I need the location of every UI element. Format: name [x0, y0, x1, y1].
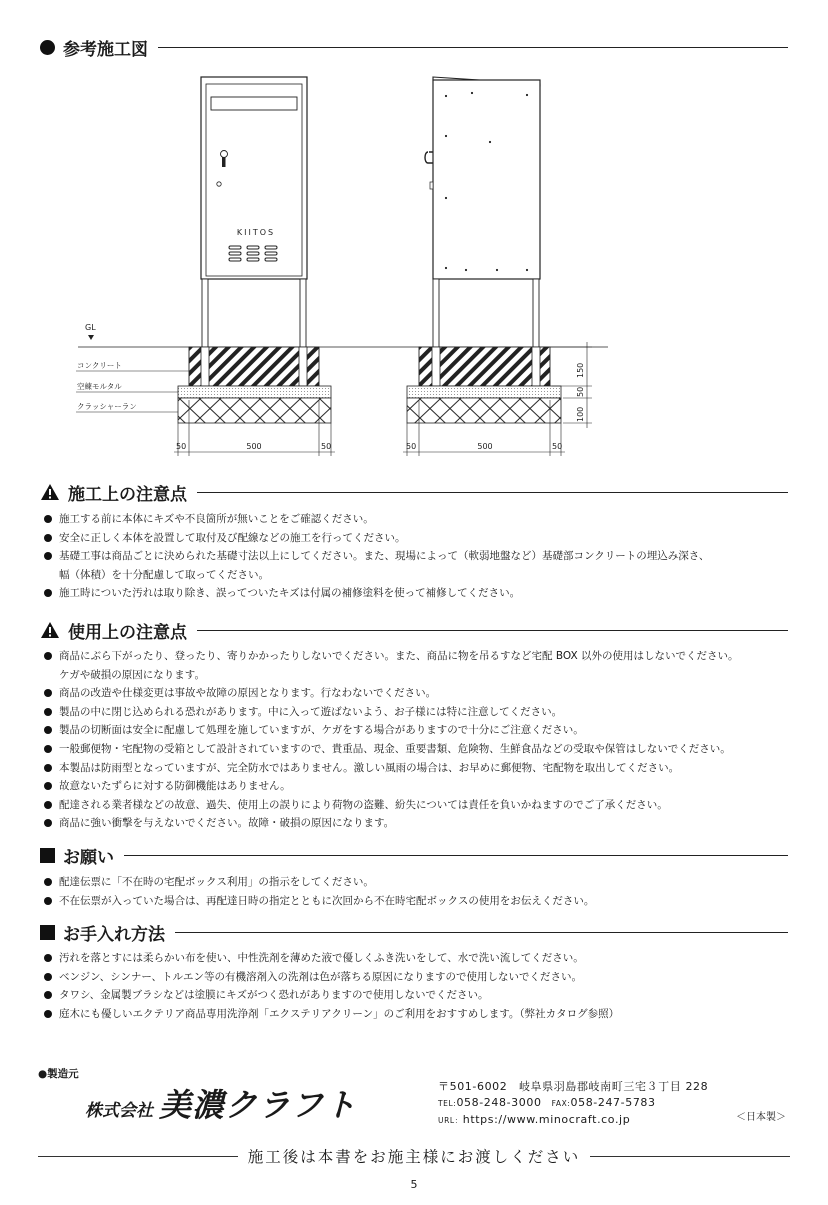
- layer-label-crusher: クラッシャーラン: [77, 402, 137, 411]
- company-logo: [85, 1080, 357, 1126]
- layer-label-mortar: 空練モルタル: [77, 382, 122, 391]
- section-title: 施工上の注意点: [68, 484, 187, 505]
- care-list: [43, 949, 788, 1023]
- contact-info: [438, 1079, 708, 1129]
- tel-number: 058-248-3000: [456, 1096, 542, 1109]
- section-header-construction: [40, 480, 788, 504]
- square-bullet-icon: [40, 925, 55, 940]
- dim-height-mortar: 50: [576, 386, 585, 397]
- list-item: ベンジン、シンナー、トルエン等の有機溶剤入の洗剤は色が落ちる原因になりますので使用しないでください。: [43, 968, 788, 987]
- header-rule: [197, 492, 788, 493]
- usage-caution-list: [43, 647, 788, 833]
- maker-label: ●製造元: [38, 1068, 79, 1080]
- company-prefix: 株式会社: [85, 1101, 153, 1121]
- list-item: 配達伝票に「不在時の宅配ボックス利用」の指示をしてください。: [43, 873, 788, 892]
- gl-arrow-icon: [88, 335, 94, 340]
- list-item: 安全に正しく本体を設置して取付及び配線などの施工を行ってください。: [43, 529, 788, 548]
- dim-front-right: 50: [321, 442, 332, 451]
- gl-label: GL: [85, 323, 96, 332]
- list-item: 基礎工事は商品ごとに決められた基礎寸法以上にしてください。また、現場によって（軟弱地盤など）基礎部コンクリートの埋込み深さ、 幅（体積）を十分配慮して取ってください。: [43, 547, 788, 584]
- footer-rule-right: [590, 1156, 790, 1157]
- section-header-usage: [40, 618, 788, 642]
- postal-address: 〒501-6002 岐阜県羽島郡岐南町三宅３丁目 228: [438, 1080, 709, 1093]
- tel-label: TEL:: [438, 1099, 457, 1108]
- brand-label: KIITOS: [236, 228, 276, 237]
- handle-icon: [222, 157, 226, 167]
- installation-diagram: [0, 60, 828, 460]
- section-header-care: [40, 920, 788, 944]
- warning-icon: [40, 621, 60, 639]
- list-item: 商品にぶら下がったり、登ったり、寄りかかったりしないでください。また、商品に物を吊るすなど宅配 BOX 以外の使用はしないでください。 ケガや破損の原因になります。: [43, 647, 788, 684]
- list-item: 配達される業者様などの故意、過失、使用上の誤りにより荷物の盗難、紛失については責任を負いかねますのでご了承ください。: [43, 796, 788, 815]
- warning-icon: [40, 483, 60, 501]
- header-rule: [197, 630, 788, 631]
- dim-front-left: 50: [176, 442, 187, 451]
- list-item: 一般郵便物・宅配物の受箱として設計されていますので、貴重品、現金、重要書類、危険物、生鮮食品などの受取や保管はしないでください。: [43, 740, 788, 759]
- mortar-layer: [178, 386, 331, 398]
- side-crusher-run-layer: [407, 398, 561, 423]
- dim-side-left: 50: [406, 442, 417, 451]
- dim-height-crusher: 100: [576, 406, 585, 422]
- request-list: [43, 873, 788, 910]
- construction-caution-list: [43, 510, 788, 603]
- section-title: お手入れ方法: [63, 924, 165, 945]
- key-lock-icon: [221, 151, 228, 158]
- list-item: 不在伝票が入っていた場合は、再配達日時の指定とともに次回から不在時宅配ボックスの使用をお伝えください。: [43, 892, 788, 911]
- website-link[interactable]: https://www.minocraft.co.jp: [462, 1113, 631, 1126]
- circle-bullet-icon: [40, 40, 55, 55]
- fax-number: 058-247-5783: [570, 1096, 656, 1109]
- crusher-run-layer: [178, 398, 331, 423]
- header-rule: [124, 855, 788, 856]
- list-item: 故意ないたずらに対する防御機能はありません。: [43, 777, 788, 796]
- section-title: 使用上の注意点: [68, 622, 187, 643]
- layer-labels: [76, 361, 190, 412]
- url-row: [438, 1112, 708, 1129]
- dim-side-center: 500: [477, 442, 493, 451]
- header-rule: [158, 47, 788, 48]
- origin-label: ＜日本製＞: [736, 1112, 786, 1123]
- section-title: お願い: [63, 847, 114, 868]
- fax-label: FAX:: [551, 1099, 571, 1108]
- company-name: 美濃クラフト: [159, 1086, 358, 1124]
- mail-slot: [211, 97, 297, 110]
- footer-message-row: [38, 1145, 790, 1167]
- front-door: [206, 84, 302, 276]
- page-number: 5: [410, 1178, 418, 1191]
- dim-front-center: 500: [246, 442, 262, 451]
- list-item: 汚れを落とすには柔らかい布を使い、中性洗剤を薄めた液で優しくふき洗いをして、水で洗い流してください。: [43, 949, 788, 968]
- list-item: 本製品は防雨型となっていますが、完全防水ではありません。激しい風雨の場合は、お早めに郵便物、宅配物を取出してください。: [43, 759, 788, 778]
- footer-message: 施工後は本書をお施主様にお渡しください: [247, 1148, 581, 1166]
- square-bullet-icon: [40, 848, 55, 863]
- side-view: [403, 77, 592, 456]
- list-item: 製品の切断面は安全に配慮して処理を施していますが、ケガをする場合がありますので十分にご注意ください。: [43, 721, 788, 740]
- list-item: 製品の中に閉じ込められる恐れがあります。中に入って遊ばないよう、お子様には特に注意してください。: [43, 703, 788, 722]
- dim-height-concrete: 150: [576, 362, 585, 378]
- side-mortar-layer: [407, 386, 561, 398]
- dim-side-right: 50: [552, 442, 563, 451]
- front-view: [174, 77, 335, 456]
- section-header-installation: [40, 35, 788, 59]
- section-header-requests: [40, 843, 788, 867]
- section-title: 参考施工図: [63, 39, 148, 60]
- header-rule: [175, 932, 788, 933]
- list-item: 施工時についた汚れは取り除き、誤ってついたキズは付属の補修塗料を使って補修してください。: [43, 584, 788, 603]
- list-item: 商品の改造や仕様変更は事故や故障の原因となります。行なわないでください。: [43, 684, 788, 703]
- side-body: [433, 80, 540, 279]
- footer-rule-left: [38, 1156, 238, 1157]
- list-item: 庭木にも優しいエクテリア商品専用洗浄剤「エクステリアクリーン」のご利用をおすすめします。（弊社カタログ参照）: [43, 1005, 788, 1024]
- lock-cylinder-icon: [217, 182, 221, 186]
- layer-label-concrete: コンクリート: [77, 361, 122, 370]
- phone-row: [438, 1095, 708, 1112]
- url-label: URL：: [438, 1116, 463, 1125]
- list-item: タワシ、金属製ブラシなどは塗膜にキズがつく恐れがありますので使用しないでください。: [43, 986, 788, 1005]
- list-item: 施工する前に本体にキズや不良箇所が無いことをご確認ください。: [43, 510, 788, 529]
- side-handle-icon: [425, 152, 433, 163]
- list-item: 商品に強い衝撃を与えないでください。故障・破損の原因になります。: [43, 814, 788, 833]
